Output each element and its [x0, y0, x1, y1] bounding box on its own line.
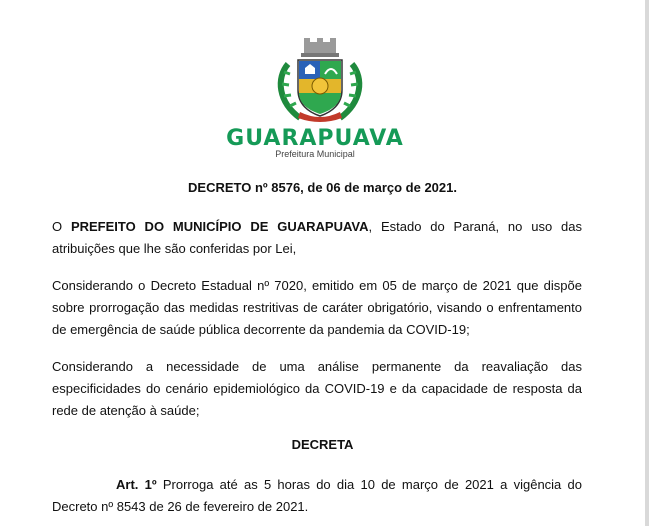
logo-subtitle: Prefeitura Municipal [275, 149, 355, 159]
decree-title: DECRETO nº 8576, de 06 de março de 2021. [188, 180, 457, 195]
intro-rest: , Estado do Paraná, no uso das atribuições que lhe são conferidas por Lei, [52, 219, 582, 256]
intro-paragraph [52, 216, 582, 260]
intro-bold-authority: PREFEITO DO MUNICÍPIO DE GUARAPUAVA [70, 219, 369, 234]
article-1-label: Art. 1º [116, 477, 157, 492]
page-edge-divider [645, 0, 649, 526]
article-1-paragraph [52, 474, 582, 518]
municipal-coat-of-arms-icon [270, 38, 370, 122]
considerando-paragraph-2: Considerando a necessidade de uma análise permanente da reavaliação das especificidades do cenário epidemiológico da COVID-19 e da capacidade de resposta da rede de atenção à saúde; [52, 359, 582, 418]
logo-wordmark: GUARAPUAVA [226, 126, 404, 151]
decreta-heading: DECRETA [291, 437, 354, 452]
intro-prefix: O [52, 219, 71, 234]
considerando-paragraph-1: Considerando o Decreto Estadual nº 7020, emitido em 05 de março de 2021 que dispõe sobre prorrogação das medidas restritivas de caráter obrigatório, visando o enfrentamento de emergência de saúde pública decorrente da pandemia da COVID-19; [52, 278, 582, 337]
article-1-text: Prorroga até as 5 horas do dia 10 de março de 2021 a vigência do Decreto nº 8543 de 26 de fevereiro de 2021. [52, 477, 582, 514]
